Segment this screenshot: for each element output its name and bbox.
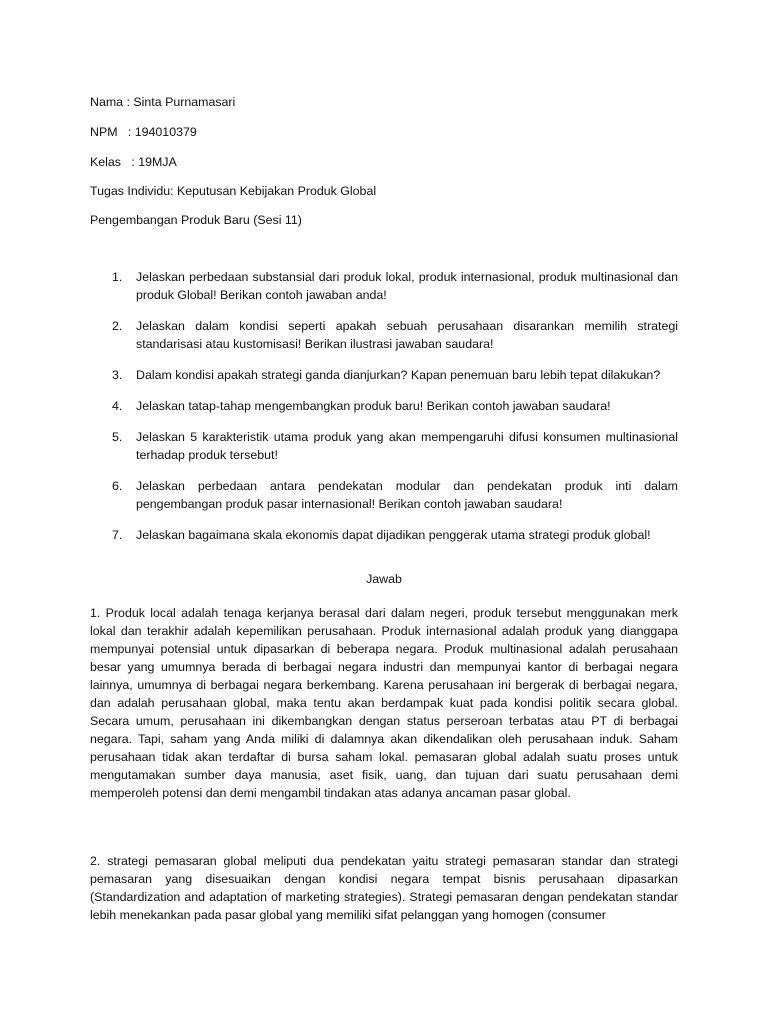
question-number: 1. <box>112 270 123 284</box>
question-item <box>90 428 678 464</box>
student-name: Nama : Sinta Purnamasari <box>90 95 236 109</box>
answer-paragraph-1: 1. Produk local adalah tenaga kerjanya berasal dari dalam negeri, produk tersebut menggunakan merk lokal dan terakhir adalah kepemilikan perusahaan. Produk internasional adalah produk yang dianggapa mempunyai potensial untuk dipasarkan di beberapa negara. Produk multinasional adalah perusahaan besar yang umumnya berada di berbagai negara industri dan mempunyai kantor di berbagai negara lainnya, umumnya di berbagai negara berkembang. Karena perusahaan ini bergerak di berbagai negara, dan adalah perusahaan global, maka tentu akan berdampak kuat pada kondisi politik secara global. Secara umum, perusahaan ini dikembangkan dengan status perseroan terbatas atau PT di berbagai negara. Tapi, saham yang Anda miliki di dalamnya akan dikendalikan oleh perusahaan induk. Saham perusahaan tidak akan terdaftar di bursa saham lokal. pemasaran global adalah suatu proses untuk mengutamakan sumber daya manusia, aset fisik, uang, dan tujuan dari suatu perusahaan demi memperoleh potensi dan demi mengambil tindakan atas adanya ancaman pasar global. <box>90 606 678 800</box>
question-text: Jelaskan tatap-tahap mengembangkan produk baru! Berikan contoh jawaban saudara! <box>136 399 611 413</box>
question-text: Dalam kondisi apakah strategi ganda dianjurkan? Kapan penemuan baru lebih tepat dilakukan? <box>136 368 661 382</box>
question-text: Jelaskan perbedaan antara pendekatan modular dan pendekatan produk inti dalam pengembangan produk pasar internasional! Berikan contoh jawaban saudara! <box>136 479 678 511</box>
question-text: Jelaskan perbedaan substansial dari produk lokal, produk internasional, produk multinasional dan produk Global! Berikan contoh jawaban anda! <box>136 270 678 302</box>
question-text: Jelaskan 5 karakteristik utama produk yang akan mempengaruhi difusi konsumen multinasional terhadap produk tersebut! <box>136 430 678 462</box>
student-class: Kelas : 19MJA <box>90 155 177 169</box>
assignment-title: Tugas Individu: Keputusan Kebijakan Produk Global <box>90 184 377 198</box>
question-item <box>90 477 678 513</box>
answer-paragraph-2: 2. strategi pemasaran global meliputi dua pendekatan yaitu strategi pemasaran standar dan strategi pemasaran yang disesuaikan dengan kondisi negara tempat bisnis perusahaan dipasarkan (Standardization and adaptation of marketing strategies). Strategi pemasaran dengan pendekatan standar lebih menekankan pada pasar global yang memiliki sifat pelanggan yang homogen (consumer <box>90 854 678 922</box>
student-npm: NPM : 194010379 <box>90 125 197 139</box>
answer-heading: Jawab <box>366 572 402 586</box>
question-number: 3. <box>112 368 123 382</box>
question-number: 4. <box>112 399 123 413</box>
question-item <box>90 317 678 353</box>
question-number: 5. <box>112 430 123 444</box>
question-text: Jelaskan dalam kondisi seperti apakah sebuah perusahaan disarankan memilih strategi standarisasi atau kustomisasi! Berikan ilustrasi jawaban saudara! <box>136 319 678 351</box>
session-topic: Pengembangan Produk Baru (Sesi 11) <box>90 213 302 227</box>
question-item <box>90 526 678 544</box>
question-item <box>90 397 678 415</box>
question-number: 2. <box>112 319 123 333</box>
question-list <box>90 268 678 557</box>
question-number: 7. <box>112 528 123 542</box>
question-item <box>90 268 678 304</box>
question-item <box>90 366 678 384</box>
question-number: 6. <box>112 479 123 493</box>
question-text: Jelaskan bagaimana skala ekonomis dapat dijadikan penggerak utama strategi produk global! <box>136 528 651 542</box>
